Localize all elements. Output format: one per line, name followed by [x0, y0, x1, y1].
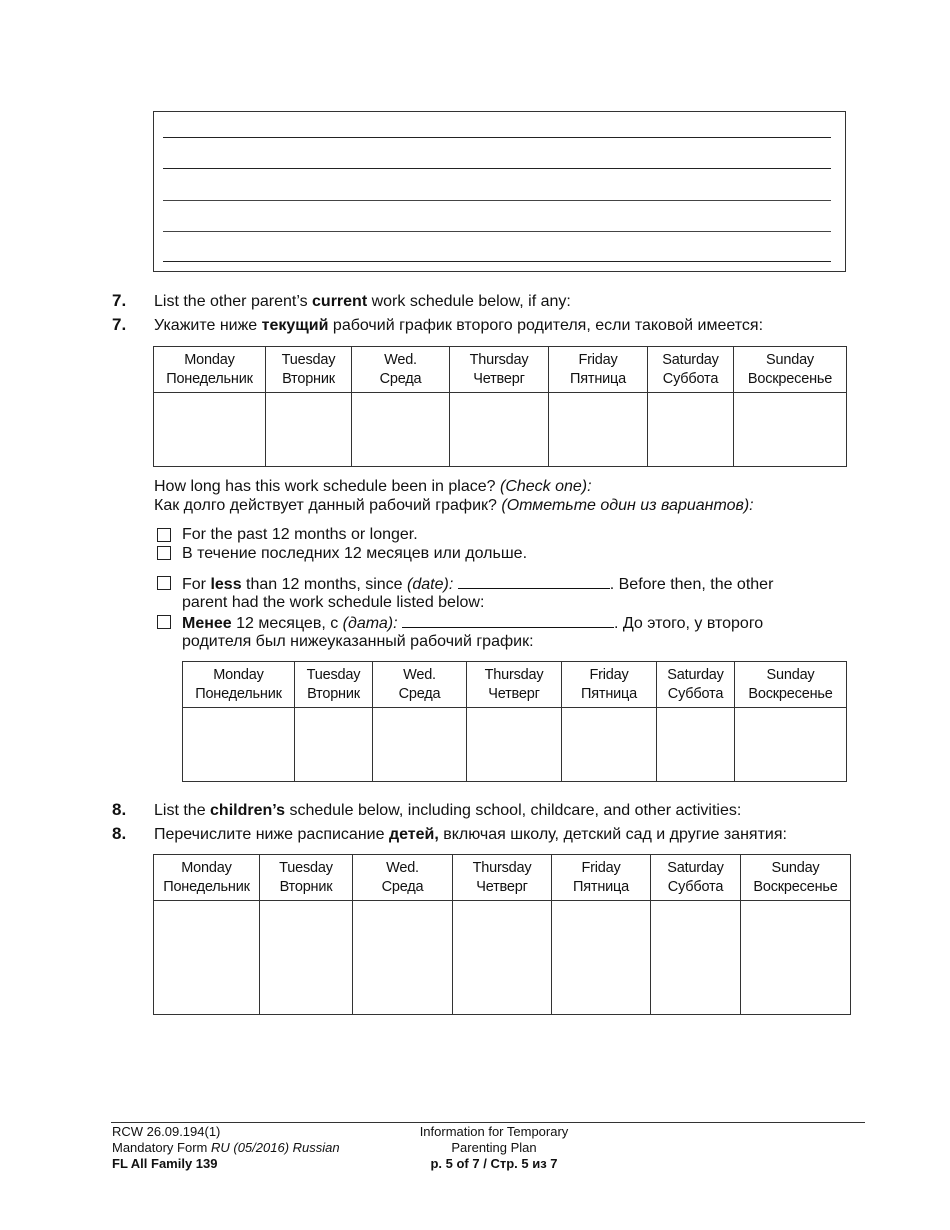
schedule-cell-tuesday[interactable] — [266, 393, 352, 467]
schedule-cell-thursday[interactable] — [453, 901, 552, 1015]
option-less-than-12-months-label-ru-line2: родителя был нижеуказанный рабочий график: — [182, 633, 534, 650]
footer-title-line2: Parenting Plan — [451, 1140, 537, 1155]
answer-line — [163, 168, 831, 169]
schedule-cell-monday[interactable] — [183, 708, 295, 782]
footer-title-line1: Information for Temporary — [419, 1124, 569, 1139]
since-date-field-en[interactable] — [458, 574, 610, 589]
schedule-cell-sunday[interactable] — [741, 901, 851, 1015]
day-header-friday: Friday Пятница — [549, 347, 648, 393]
question-7-number-en: 7. — [112, 291, 127, 310]
day-header-monday: Monday Понедельник — [154, 347, 266, 393]
day-header-wednesday: Wed. Среда — [373, 662, 467, 708]
day-header-thursday: Thursday Четверг — [450, 347, 549, 393]
footer-rcw: RCW 26.09.194(1) — [112, 1124, 221, 1139]
option-less-than-12-months-label-en: For less than 12 months, since (date): . Before then, the other — [182, 576, 774, 593]
day-header-sunday: Sunday Воскресенье — [735, 662, 847, 708]
question-8-text-en: List the children’s schedule below, including school, childcare, and other activities: — [154, 802, 742, 819]
children-schedule-table — [153, 854, 851, 1015]
table-header-row — [154, 347, 847, 393]
option-less-than-12-months-checkbox-en[interactable] — [157, 576, 171, 590]
question-7-text-ru: Укажите ниже текущий рабочий график второго родителя, если таковой имеется: — [154, 317, 764, 334]
other-parent-current-schedule-table — [153, 346, 847, 467]
schedule-cell-sunday[interactable] — [734, 393, 847, 467]
footer-divider — [111, 1122, 865, 1123]
day-header-saturday: Saturday Суббота — [648, 347, 734, 393]
schedule-entry-row — [154, 901, 851, 1015]
day-header-sunday: Sunday Воскресенье — [734, 347, 847, 393]
schedule-entry-row — [154, 393, 847, 467]
schedule-cell-friday[interactable] — [562, 708, 657, 782]
schedule-cell-saturday[interactable] — [648, 393, 734, 467]
schedule-cell-wednesday[interactable] — [373, 708, 467, 782]
schedule-entry-row — [183, 708, 847, 782]
other-parent-previous-schedule-table — [182, 661, 847, 782]
how-long-question-ru: Как долго действует данный рабочий график? (Отметьте один из вариантов): — [154, 497, 754, 514]
schedule-cell-friday[interactable] — [552, 901, 651, 1015]
question-8-number-ru: 8. — [112, 824, 127, 843]
day-header-thursday: Thursday Четверг — [453, 855, 552, 901]
schedule-cell-monday[interactable] — [154, 901, 260, 1015]
option-12-months-or-longer-label-en: For the past 12 months or longer. — [182, 526, 418, 543]
option-less-than-12-months-label-ru: Менее 12 месяцев, с (дата): . До этого, у второго — [182, 615, 764, 632]
day-header-friday: Friday Пятница — [552, 855, 651, 901]
day-header-monday: Monday Понедельник — [183, 662, 295, 708]
day-header-tuesday: Tuesday Вторник — [295, 662, 373, 708]
day-header-tuesday: Tuesday Вторник — [260, 855, 353, 901]
option-less-than-12-months-checkbox-ru[interactable] — [157, 615, 171, 629]
schedule-cell-wednesday[interactable] — [353, 901, 453, 1015]
schedule-cell-tuesday[interactable] — [260, 901, 353, 1015]
day-header-wednesday: Wed. Среда — [353, 855, 453, 901]
day-header-monday: Monday Понедельник — [154, 855, 260, 901]
answer-line — [163, 200, 831, 201]
footer-mandatory-form: Mandatory Form RU (05/2016) Russian — [112, 1140, 340, 1155]
option-12-months-or-longer-label-ru: В течение последних 12 месяцев или дольше. — [182, 545, 528, 562]
answer-line — [163, 231, 831, 232]
option-12-months-or-longer-checkbox-en[interactable] — [157, 528, 171, 542]
how-long-question-en: How long has this work schedule been in place? (Check one): — [154, 478, 592, 495]
schedule-cell-saturday[interactable] — [651, 901, 741, 1015]
day-header-saturday: Saturday Суббота — [651, 855, 741, 901]
day-header-wednesday: Wed. Среда — [352, 347, 450, 393]
schedule-cell-thursday[interactable] — [467, 708, 562, 782]
option-less-than-12-months-label-en-line2: parent had the work schedule listed below: — [182, 594, 485, 611]
table-header-row — [154, 855, 851, 901]
schedule-cell-wednesday[interactable] — [352, 393, 450, 467]
question-8-text-ru: Перечислите ниже расписание детей, включая школу, детский сад и другие занятия: — [154, 826, 787, 843]
option-12-months-or-longer-checkbox-ru[interactable] — [157, 546, 171, 560]
schedule-cell-saturday[interactable] — [657, 708, 735, 782]
schedule-cell-tuesday[interactable] — [295, 708, 373, 782]
previous-answer-box[interactable] — [153, 111, 846, 272]
day-header-tuesday: Tuesday Вторник — [266, 347, 352, 393]
day-header-sunday: Sunday Воскресенье — [741, 855, 851, 901]
answer-line — [163, 261, 831, 262]
schedule-cell-friday[interactable] — [549, 393, 648, 467]
question-7-number-ru: 7. — [112, 315, 127, 334]
day-header-saturday: Saturday Суббота — [657, 662, 735, 708]
answer-line — [163, 137, 831, 138]
footer-page-number: p. 5 of 7 / Стр. 5 из 7 — [430, 1156, 558, 1171]
question-7-text-en: List the other parent’s current work schedule below, if any: — [154, 293, 571, 310]
schedule-cell-thursday[interactable] — [450, 393, 549, 467]
question-8-number-en: 8. — [112, 800, 127, 819]
footer-form-id: FL All Family 139 — [112, 1156, 218, 1171]
since-date-field-ru[interactable] — [402, 613, 614, 628]
schedule-cell-monday[interactable] — [154, 393, 266, 467]
day-header-thursday: Thursday Четверг — [467, 662, 562, 708]
table-header-row — [183, 662, 847, 708]
schedule-cell-sunday[interactable] — [735, 708, 847, 782]
day-header-friday: Friday Пятница — [562, 662, 657, 708]
